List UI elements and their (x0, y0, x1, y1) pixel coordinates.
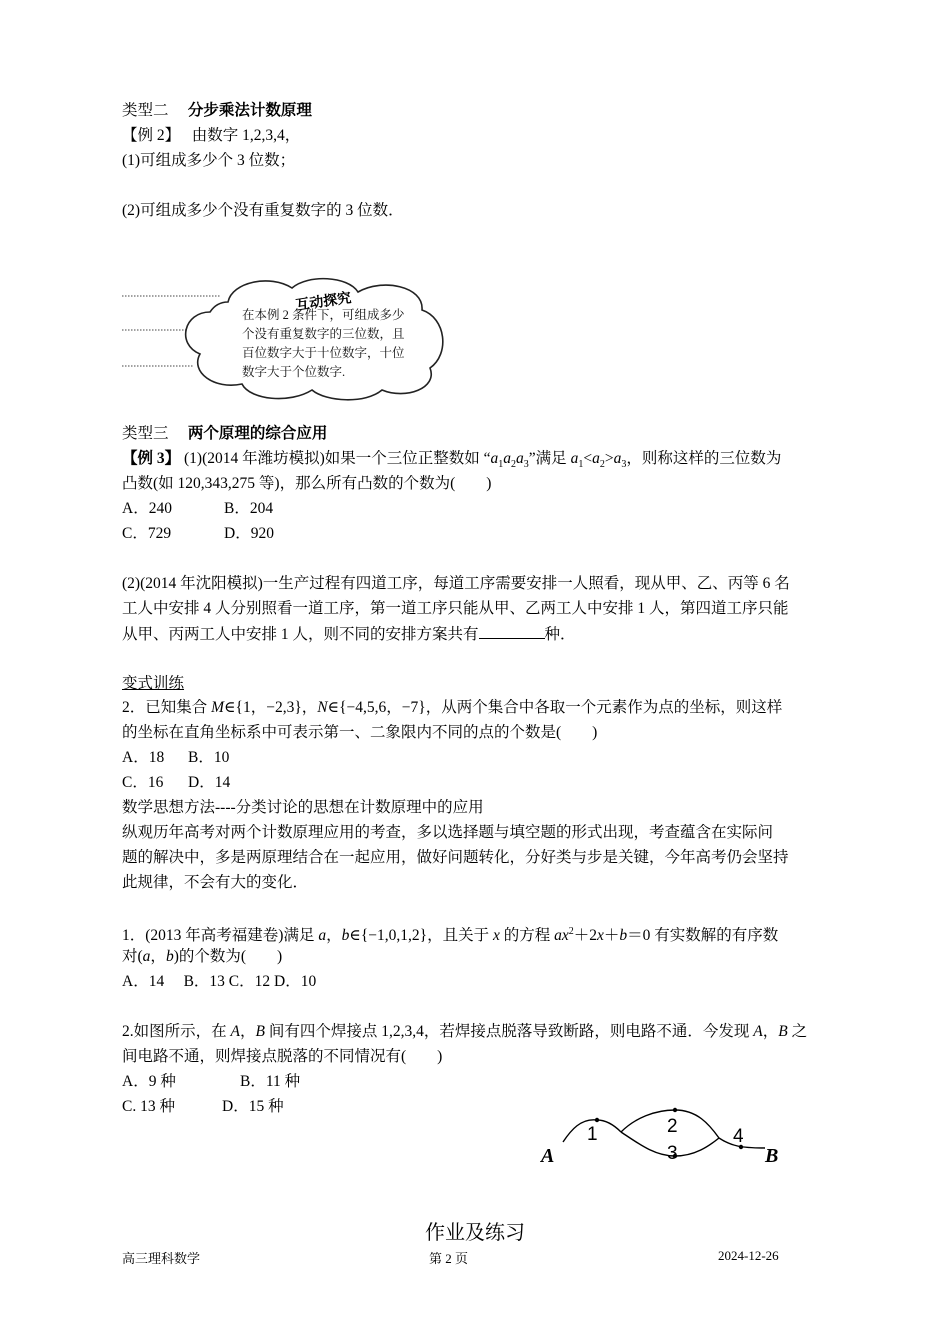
answer-blank (479, 624, 545, 639)
q2-line-1: 2.如图所示，在 A，B 间有四个焊接点 1,2,3,4，若焊接点脱落导致断路，则电路不通．今发现 A，B 之 (122, 1023, 808, 1040)
example2-q1: (1)可组成多少个 3 位数； (122, 152, 296, 169)
footer-page-number: 第 2 页 (429, 1251, 469, 1266)
explore-line-2: 个没有重复数字的三位数，且 (242, 327, 405, 341)
type2-heading (122, 101, 312, 121)
example2-q2: (2)可组成多少个没有重复数字的 3 位数． (122, 202, 404, 219)
method-line-2: 题的解决中，多是两原理结合在一起应用，做好问题转化，分好类与步是关键，今年高考仍会坚持 (122, 849, 789, 866)
joint-2-label: 2 (667, 1116, 678, 1137)
explore-line-3: 百位数字大于十位数字，十位 (242, 346, 405, 360)
method-heading: 数学思想方法----分类讨论的思想在计数原理中的应用 (122, 799, 484, 816)
example3-part2-line-1: (2)(2014 年沈阳模拟)一生产过程有四道工序，每道工序需要安排一人照看，现从甲、乙、丙等 6 名 (122, 575, 790, 592)
variant-options-cd: C．16 D．14 (122, 774, 231, 791)
node-B-label: B (765, 1145, 779, 1167)
type3-title: 两个原理的综合应用 (187, 425, 328, 442)
section-title: 作业及练习 (425, 1220, 525, 1244)
joint-3-label: 3 (667, 1143, 678, 1164)
variant-heading: 变式训练 (122, 675, 185, 692)
method-line-3: 此规律，不会有大的变化． (122, 874, 309, 891)
explore-line-4: 数字大于个位数字. (242, 365, 346, 379)
variant-options-ab: A．18 B．10 (122, 749, 230, 766)
example3-line-2: 凸数(如 120,343,275 等)，那么所有凸数的个数为( ) (122, 475, 492, 492)
example3-options-ab: A．240 B．204 (122, 500, 274, 517)
type2-prefix: 类型二 (122, 102, 169, 119)
explore-title: 互动探究 (294, 290, 353, 314)
example3-part2-line-2: 工人中安排 4 人分别照看一道工序，第一道工序只能从甲、乙两工人中安排 1 人，第四道工序只能 (122, 600, 789, 617)
variant-q-line-2: 的坐标在直角坐标系中可表示第一、二象限内不同的点的个数是( ) (122, 724, 598, 741)
type3-heading (122, 424, 327, 444)
q1-line-1: 1．(2013 年高考福建卷)满足 a，b∈{−1,0,1,2}，且关于 x 的方程 $ax^2+2x+b=0$ 有实数解的有序数 (122, 926, 779, 945)
type3-prefix: 类型三 (122, 425, 169, 442)
example3-line-1: 【例 3】 (1)(2014 年潍坊模拟)如果一个三位正整数如 “$a_1a_2a_3$”满足 $a_1<a_2>a_3$，则称这样的三位数为 (122, 450, 782, 471)
circuit-diagram (535, 1100, 795, 1172)
method-line-1: 纵观历年高考对两个计数原理应用的考查，多以选择题与填空题的形式出现，考查蕴含在实际问 (122, 824, 774, 841)
explore-line-1: 在本例 2 条件下，可组成多少 (242, 308, 405, 322)
variant-q-line-1: 2．已知集合 M∈{1，−2,3}，N∈{−4,5,6，−7}，从两个集合中各取一个元素作为点的坐标，则这样 (122, 699, 783, 716)
example3-part2-line-3: 从甲、丙两工人中安排 1 人，则不同的安排方案共有 种． (122, 626, 576, 643)
q1-line-2: 对(a，b)的个数为( ) (122, 948, 283, 965)
node-A-label: A (541, 1145, 555, 1167)
example2-intro: 【例 2】 由数字 1,2,3,4， (122, 127, 301, 144)
footer-date: 2024-12-26 (718, 1248, 779, 1263)
q2-options-cd: C. 13 种 D．15 种 (122, 1098, 284, 1115)
q1-options: A．14 B．13 C．12 D．10 (122, 973, 317, 990)
joint-1-label: 1 (587, 1124, 598, 1145)
example3-options-cd: C．729 D．920 (122, 525, 274, 542)
example3-tag: 【例 3】 (122, 450, 181, 467)
type2-title: 分步乘法计数原理 (187, 102, 312, 119)
example2-tag: 【例 2】 (122, 127, 173, 144)
footer-left: 高三理科数学 (122, 1251, 201, 1266)
joint-4-label: 4 (733, 1126, 744, 1147)
q2-line-2: 间电路不通，则焊接点脱落的不同情况有( ) (122, 1048, 443, 1065)
q2-options-ab: A．9 种 B．11 种 (122, 1073, 301, 1090)
